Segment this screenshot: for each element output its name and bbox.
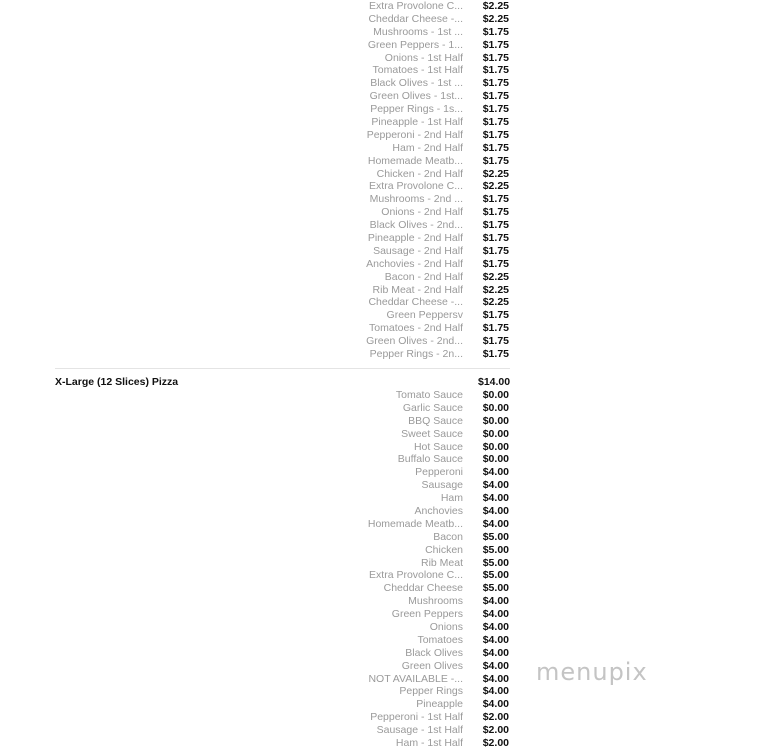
option-price: $4.00 [482, 466, 509, 479]
option-row [0, 698, 769, 711]
option-name: Anchovies - 2nd Half [366, 257, 463, 270]
option-name: Cheddar Cheese -... [368, 296, 463, 309]
option-name: Garlic Sauce [402, 401, 463, 414]
option-price: $0.00 [482, 440, 509, 453]
option-price: $1.75 [482, 219, 509, 232]
option-row [0, 453, 769, 466]
option-name: Buffalo Sauce [397, 453, 463, 466]
option-row [0, 0, 769, 13]
option-price: $0.00 [482, 427, 509, 440]
option-row [0, 116, 769, 129]
option-price: $4.00 [482, 646, 509, 659]
option-row [0, 673, 769, 686]
option-name: Pineapple - 1st Half [371, 116, 463, 129]
option-row [0, 441, 769, 454]
option-row [0, 402, 769, 415]
option-row [0, 621, 769, 634]
option-name: Sausage - 2nd Half [373, 244, 463, 257]
option-name: Sausage - 1st Half [376, 724, 463, 737]
option-price: $4.00 [482, 621, 509, 634]
option-row [0, 90, 769, 103]
option-price: $4.00 [482, 672, 509, 685]
option-row [0, 322, 769, 335]
option-price: $1.75 [482, 244, 509, 257]
option-row [0, 647, 769, 660]
option-row [0, 479, 769, 492]
option-row [0, 466, 769, 479]
option-price: $2.25 [482, 0, 509, 12]
option-name: Bacon - 2nd Half [384, 270, 463, 283]
option-name: Green Peppersv [386, 309, 463, 322]
menu-options-list-top [0, 0, 769, 361]
option-row [0, 582, 769, 595]
option-price: $1.75 [482, 257, 509, 270]
option-price: $4.00 [482, 685, 509, 698]
option-price: $5.00 [482, 530, 509, 543]
option-price: $1.75 [482, 25, 509, 38]
option-name: Black Olives [405, 646, 463, 659]
option-name: Tomato Sauce [395, 389, 463, 401]
option-name: Tomatoes - 2nd Half [369, 322, 463, 335]
option-name: Rib Meat [420, 556, 463, 569]
option-price: $5.00 [482, 543, 509, 556]
option-price: $1.75 [482, 51, 509, 64]
option-name: Tomatoes - 1st Half [372, 64, 463, 77]
option-name: Extra Provolone C... [369, 0, 463, 12]
option-row [0, 26, 769, 39]
option-name: Extra Provolone C... [369, 569, 463, 582]
option-price: $2.00 [482, 724, 509, 737]
option-price: $1.75 [482, 128, 509, 141]
option-name: Extra Provolone C... [369, 180, 463, 193]
option-price: $2.25 [482, 296, 509, 309]
option-name: Mushrooms [408, 595, 463, 608]
option-name: Green Olives - 2nd... [366, 335, 463, 348]
menupix-logo: menupix [536, 658, 648, 686]
option-row [0, 389, 769, 402]
option-name: Pepperoni - 2nd Half [366, 128, 463, 141]
option-price: $1.75 [482, 232, 509, 245]
option-row [0, 155, 769, 168]
option-price: $1.75 [482, 309, 509, 322]
option-price: $2.25 [482, 167, 509, 180]
option-row [0, 13, 769, 26]
option-price: $0.00 [482, 453, 509, 466]
option-price: $0.00 [482, 389, 509, 401]
option-name: Bacon [433, 530, 463, 543]
option-name: Anchovies [414, 505, 463, 518]
option-price: $2.00 [482, 737, 509, 750]
option-name: Cheddar Cheese [383, 582, 463, 595]
option-row [0, 737, 769, 750]
option-row [0, 245, 769, 258]
option-name: Ham [440, 492, 463, 505]
option-price: $4.00 [482, 659, 509, 672]
section-title: X-Large (12 Slices) Pizza [55, 376, 179, 388]
option-price: $5.00 [482, 556, 509, 569]
option-row [0, 232, 769, 245]
option-row [0, 711, 769, 724]
option-name: Green Olives - 1st... [369, 90, 463, 103]
option-price: $2.25 [482, 12, 509, 25]
option-price: $4.00 [482, 479, 509, 492]
option-price: $1.75 [482, 154, 509, 167]
option-price: $1.75 [482, 193, 509, 206]
option-row [0, 660, 769, 673]
option-name: Chicken - 2nd Half [376, 167, 463, 180]
option-name: Green Olives [401, 659, 463, 672]
option-name: Pepper Rings - 2n... [369, 348, 463, 361]
section-price: $14.00 [478, 376, 511, 388]
option-price: $2.25 [482, 270, 509, 283]
option-name: Ham - 2nd Half [392, 141, 463, 154]
option-row [0, 595, 769, 608]
option-price: $4.00 [482, 595, 509, 608]
option-name: Black Olives - 1st ... [370, 77, 463, 90]
option-name: Cheddar Cheese -... [368, 12, 463, 25]
option-price: $0.00 [482, 414, 509, 427]
option-name: Tomatoes [417, 633, 463, 646]
option-name: Pepperoni [415, 466, 463, 479]
option-row [0, 129, 769, 142]
option-price: $1.75 [482, 335, 509, 348]
option-price: $1.75 [482, 116, 509, 129]
option-price: $1.75 [482, 322, 509, 335]
option-row [0, 39, 769, 52]
option-name: Onions - 2nd Half [381, 206, 463, 219]
option-price: $4.00 [482, 608, 509, 621]
option-row [0, 77, 769, 90]
option-price: $1.75 [482, 206, 509, 219]
option-price: $4.00 [482, 492, 509, 505]
option-price: $1.75 [482, 141, 509, 154]
option-name: Pineapple - 2nd Half [367, 232, 463, 245]
option-row [0, 348, 769, 361]
option-row [0, 492, 769, 505]
option-row [0, 544, 769, 557]
option-price: $5.00 [482, 582, 509, 595]
option-row [0, 52, 769, 65]
option-price: $4.00 [482, 698, 509, 711]
option-name: Sausage [421, 479, 463, 492]
option-row [0, 608, 769, 621]
option-price: $0.00 [482, 401, 509, 414]
option-name: Pineapple [416, 698, 463, 711]
option-row [0, 103, 769, 116]
option-row [0, 634, 769, 647]
menu-options-list-xlarge [0, 389, 769, 750]
option-price: $1.75 [482, 38, 509, 51]
option-row [0, 296, 769, 309]
section-divider [55, 368, 510, 369]
option-row [0, 284, 769, 297]
option-name: Ham - 1st Half [395, 737, 463, 750]
option-name: Chicken [425, 543, 463, 556]
option-row [0, 271, 769, 284]
option-row [0, 335, 769, 348]
option-row [0, 64, 769, 77]
option-name: Black Olives - 2nd... [369, 219, 463, 232]
option-row [0, 206, 769, 219]
option-price: $1.75 [482, 90, 509, 103]
option-row [0, 518, 769, 531]
option-row [0, 685, 769, 698]
option-row [0, 193, 769, 206]
option-name: Green Peppers - 1... [367, 38, 463, 51]
option-price: $4.00 [482, 633, 509, 646]
option-row [0, 142, 769, 155]
option-price: $1.75 [482, 77, 509, 90]
option-row [0, 557, 769, 570]
option-row [0, 569, 769, 582]
option-name: Onions [429, 621, 463, 634]
option-row [0, 724, 769, 737]
option-price: $1.75 [482, 348, 509, 361]
option-row [0, 505, 769, 518]
option-name: NOT AVAILABLE -... [368, 672, 463, 685]
option-name: Green Peppers [391, 608, 463, 621]
option-row [0, 415, 769, 428]
option-name: Pepperoni - 1st Half [370, 711, 463, 724]
option-name: BBQ Sauce [408, 414, 463, 427]
option-price: $4.00 [482, 505, 509, 518]
option-price: $2.25 [482, 180, 509, 193]
option-name: Pepper Rings [399, 685, 463, 698]
option-name: Rib Meat - 2nd Half [372, 283, 463, 296]
option-price: $4.00 [482, 517, 509, 530]
option-row [0, 428, 769, 441]
option-name: Mushrooms - 2nd ... [369, 193, 463, 206]
option-name: Hot Sauce [413, 440, 463, 453]
option-price: $1.75 [482, 64, 509, 77]
option-row [0, 219, 769, 232]
option-name: Homemade Meatb... [367, 517, 463, 530]
option-row [0, 531, 769, 544]
option-name: Sweet Sauce [401, 427, 463, 440]
option-name: Homemade Meatb... [367, 154, 463, 167]
option-price: $1.75 [482, 103, 509, 116]
option-name: Onions - 1st Half [384, 51, 463, 64]
option-price: $2.00 [482, 711, 509, 724]
option-row [0, 168, 769, 181]
option-price: $5.00 [482, 569, 509, 582]
option-row [0, 180, 769, 193]
option-name: Mushrooms - 1st ... [373, 25, 463, 38]
option-name: Pepper Rings - 1s... [370, 103, 463, 116]
option-price: $2.25 [482, 283, 509, 296]
option-row [0, 258, 769, 271]
option-row [0, 309, 769, 322]
